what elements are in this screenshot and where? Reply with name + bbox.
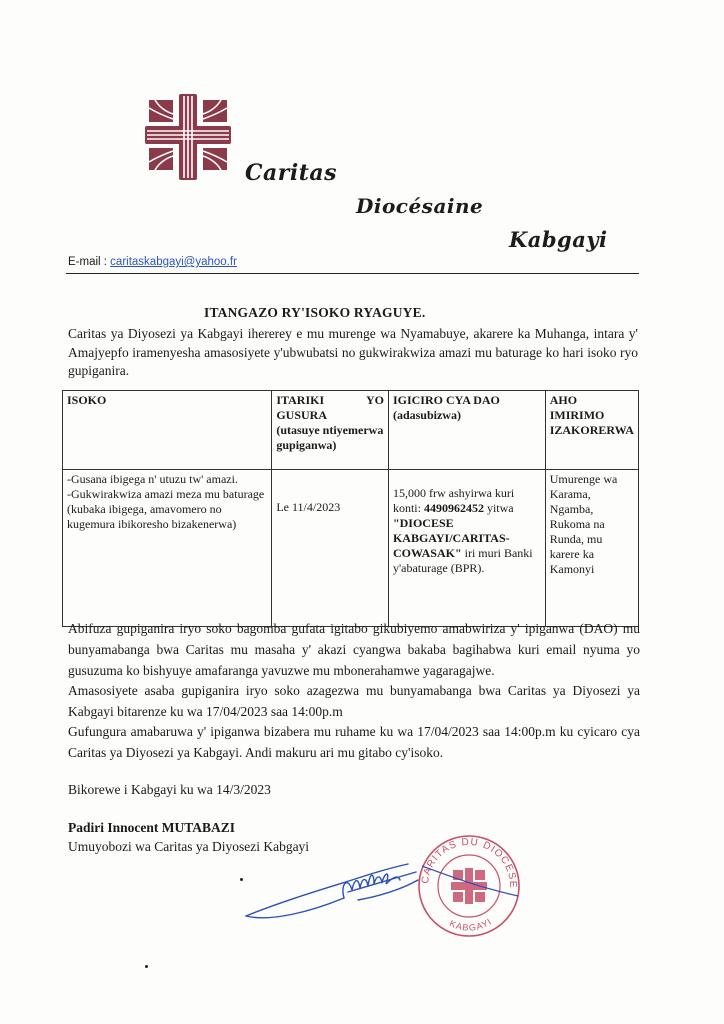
svg-text:KABGAYI	[448, 916, 494, 932]
stamp-top-text: CARITAS DU DIOCESE	[419, 836, 519, 889]
table-header-row	[63, 391, 639, 470]
price-pre: 15,000 frw ashyirwa kuri konti:	[392, 486, 515, 515]
paragraph-date: Bikorewe i Kabgayi ku wa 14/3/2023	[68, 782, 271, 797]
email-link[interactable]: caritaskabgayi@yahoo.fr	[110, 256, 237, 268]
signatory-name: Padiri Innocent MUTABAZI	[68, 820, 236, 835]
notice-title: ITANGAZO RY'ISOKO RYAGUYE.	[204, 305, 426, 320]
header-igiciro	[388, 391, 545, 470]
brand-diocesaine: Diocésaine	[356, 194, 484, 218]
signatory-role: Umuyobozi wa Caritas ya Diyosezi Kabgayi	[68, 839, 310, 854]
price-account: 4490962452	[423, 501, 484, 515]
brand-caritas: Caritas	[245, 160, 338, 186]
header-itariki-main: ITARIKI YO GUSURA	[276, 393, 384, 422]
brand-kabgayi: Kabgayi	[509, 227, 608, 252]
email-label: E-mail :	[68, 256, 111, 268]
caritas-cross-logo	[143, 92, 233, 182]
email-row	[68, 256, 237, 268]
notice-intro: Caritas ya Diyosezi ya Kabgayi ihererey e mu murenge wa Nyamabuye, akarere ka Muhanga, intara y' Amajyepfo iramenyesha amasosiyete y'ubwubatsi no gukwirakwiza amazi mu baturage ko hari isoko ryo gupiganira.	[68, 326, 638, 378]
header-itariki-sub: (utasuye ntiyemerwa gupiganwa)	[276, 423, 384, 452]
cell-isoko-line2: -Gukwirakwiza amazi meza mu baturage (kubaka ibigega, amavomero no kugemura ibikoresho bizakenerwa)	[67, 487, 265, 531]
cell-isoko	[63, 470, 272, 627]
paragraph-opening: Gufungura amabaruwa y' ipiganwa bizabera mu ruhame ku wa 17/04/2023 saa 14:00p.m ku cyicaro cya Caritas ya Diyosezi ya Kabgayi. Andi makuru ari mu gitabo cy'isoko.	[68, 724, 640, 760]
header-igiciro-main: IGICIRO CYA DAO	[392, 393, 500, 407]
header-divider	[66, 273, 639, 274]
paragraph-deadline: Amasosiyete asaba gupiganira iryo soko azagezwa mu bunyamabanga bwa Caritas ya Diyosezi ya Kabgayi bitarenze ku wa 17/04/2023 saa 14:00p.m	[68, 683, 640, 719]
ink-dot	[240, 878, 243, 881]
price-post: iri muri Banki y'abaturage (BPR).	[392, 546, 533, 575]
header-isoko: ISOKO	[63, 391, 272, 470]
stamp-bottom-text: KABGAYI	[448, 916, 494, 933]
header-itariki	[272, 391, 389, 470]
cell-location: Umurenge wa Karama, Ngamba, Rukoma na Runda, mu karere ka Kamonyi	[545, 470, 638, 627]
paragraph-dao: Abifuza gupiganira iryo soko bagomba gufata igitabo gikubiyemo amabwiriza y' ipiganwa (DAO) mu bunyamabanga bwa Caritas mu masaha y' akazi cyangwa bakaba bagihabwa kuri email nyuma yo gusuzuma ko bishyuye amafaranga yavuzwe mu mbonerahamwe yagaragajwe.	[68, 621, 640, 678]
cell-price	[388, 470, 545, 627]
price-mid: yitwa	[483, 501, 514, 515]
header-aho-imirimo: AHO IMIRIMO IZAKORERWA	[545, 391, 638, 470]
official-stamp	[414, 826, 524, 946]
table-row	[63, 470, 639, 627]
cell-date: Le 11/4/2023	[272, 470, 389, 627]
price-account-name: "DIOCESE KABGAYI/CARITAS-COWASAK"	[392, 516, 510, 560]
header-igiciro-sub: (adasubizwa)	[392, 408, 461, 422]
cell-isoko-line1: -Gusana ibigega n' utuzu tw' amazi.	[67, 472, 238, 486]
tender-table	[62, 390, 639, 627]
ink-dot	[145, 965, 148, 968]
